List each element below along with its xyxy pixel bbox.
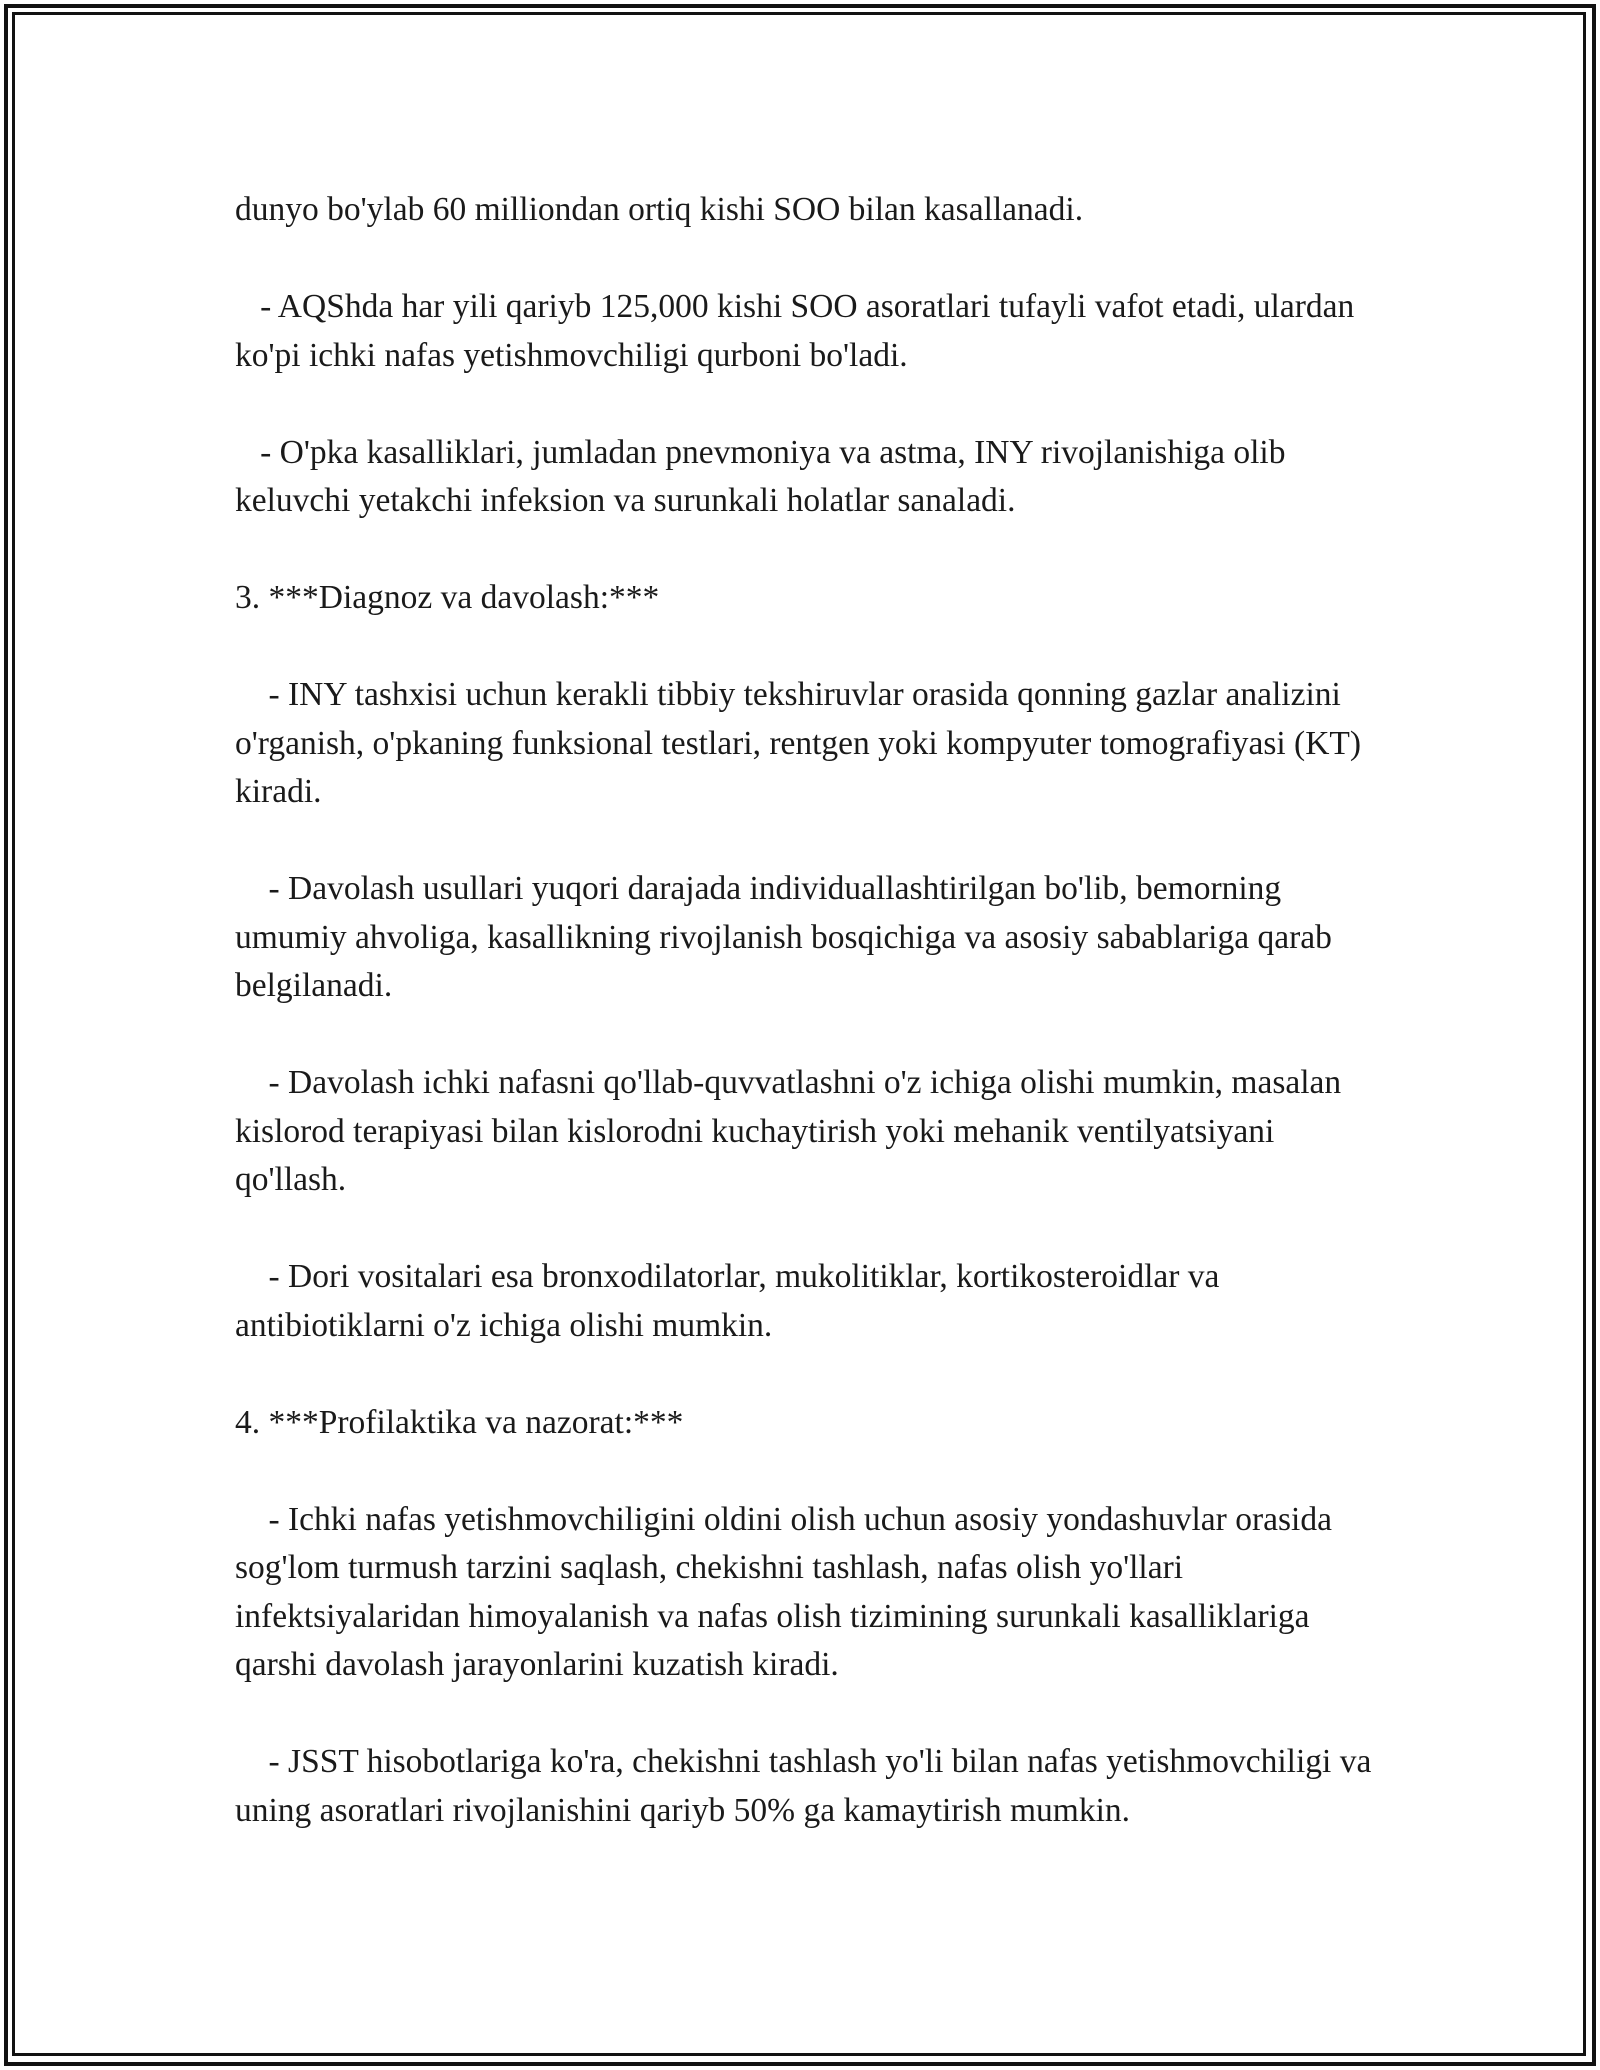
paragraph-who-report: - JSST hisobotlariga ko'ra, chekishni tashlash yo'li bilan nafas yetishmovchiligi va uning asoratlari rivojlanishini qariyb 50% ga kamaytirish mumkin. — [235, 1743, 1380, 1829]
section-heading-prevention: 4. ***Profilaktika va nazorat:*** — [235, 1403, 684, 1441]
paragraph-prevention-approaches: - Ichki nafas yetishmovchiligini oldini olish uchun asosiy yondashuvlar orasida sog'lom turmush tarzini saqlash, chekishni tashlash, nafas olish yo'llari infektsiyalaridan himoyalanish va nafas olish tizimining surunkali kasalliklariga qarshi davolash jarayonlarini kuzatish kiradi. — [235, 1500, 1341, 1683]
section-heading-diagnosis: 3. ***Diagnoz va davolash:*** — [235, 579, 660, 616]
paragraph-lung-diseases: - O'pka kasalliklari, jumladan pnevmoniya va astma, INY rivojlanishiga olib keluvchi yetakchi infeksion va surunkali holatlar sanaladi. — [235, 433, 1294, 519]
paragraph-usa-deaths: - AQShda har yili qariyb 125,000 kishi SOO asoratlari tufayli vafot etadi, ulardan ko'pi ichki nafas yetishmovchiligi qurboni bo'ladi. — [235, 288, 1363, 374]
paragraph-epidemiology-intro: dunyo bo'ylab 60 milliondan ortiq kishi SOO bilan kasallanadi. — [235, 191, 1084, 228]
paragraph-respiratory-support: - Davolash ichki nafasni qo'llab-quvvatlashni o'z ichiga olishi mumkin, masalan kislorod terapiyasi bilan kislorodni kuchaytirish yoki mehanik ventilyatsiyani qo'llash. — [235, 1064, 1350, 1198]
paragraph-treatment-methods: - Davolash usullari yuqori darajada individuallashtirilgan bo'lib, bemorning umumiy ahvoliga, kasallikning rivojlanish bosqichiga va asosiy sabablariga qarab belgilanadi. — [235, 870, 1341, 1004]
paragraph-diagnostic-tests: - INY tashxisi uchun kerakli tibbiy tekshiruvlar orasida qonning gazlar analizini o'rganish, o'pkaning funksional testlari, rentgen yoki kompyuter tomografiyasi (KT) kiradi. — [235, 676, 1370, 810]
document-body — [235, 186, 1385, 1884]
paragraph-medications: - Dori vositalari esa bronxodilatorlar, mukolitiklar, kortikosteroidlar va antibiotiklarni o'z ichiga olishi mumkin. — [235, 1258, 1228, 1344]
